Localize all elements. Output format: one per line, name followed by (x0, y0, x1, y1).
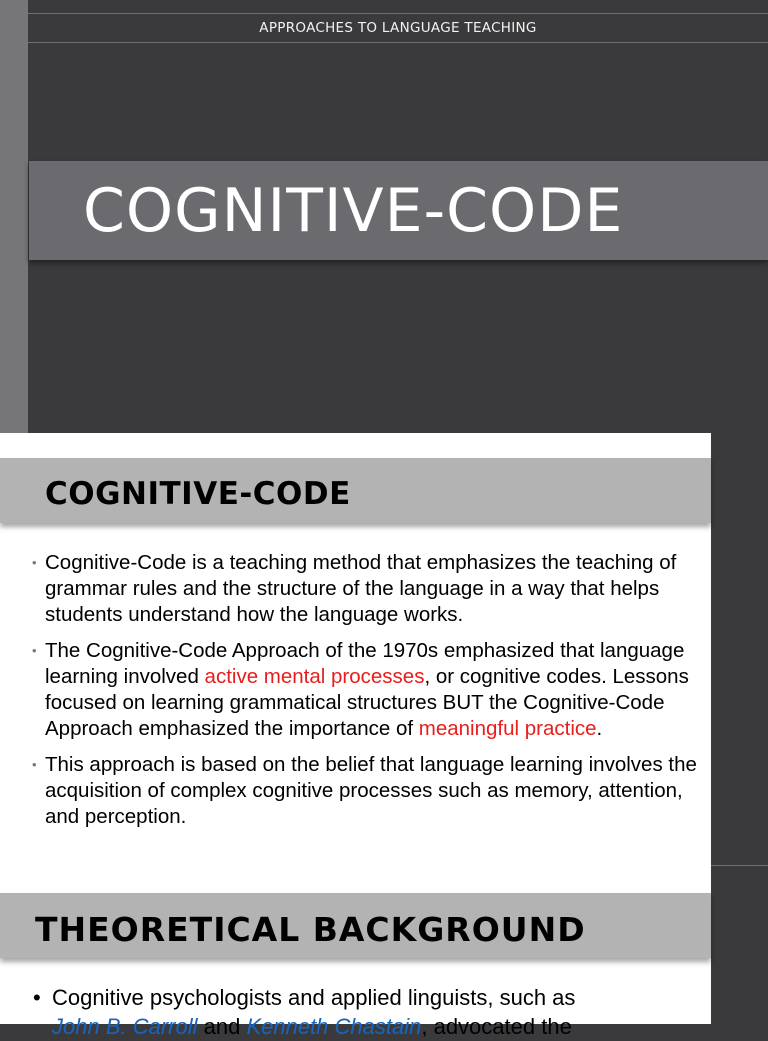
bullet-list-theory (0, 983, 711, 1041)
content-slide (0, 433, 711, 1039)
subtitle-bottom-rule (28, 42, 768, 43)
bullet-dot: • (32, 643, 37, 658)
bullet-item-psychologists (0, 983, 711, 1041)
right-margin-rule (711, 865, 768, 866)
bullet-text: , advocated the (421, 1014, 572, 1039)
highlight-active-mental-processes: active mental processes (204, 665, 425, 688)
link-kenneth-chastain[interactable]: Kenneth Chastain (246, 1014, 422, 1039)
bullet-text: . (596, 717, 603, 740)
slide-title: COGNITIVE-CODE (83, 176, 624, 246)
bullet-dot: • (32, 757, 37, 772)
bullet-text: This approach is based on the belief that language learning involves the acquisition of complex cognitive processes such as memory, attention, and perception. (45, 753, 697, 828)
section-heading-cognitive-code: COGNITIVE-CODE (45, 476, 351, 512)
bullet-list (0, 550, 711, 840)
bullet-item-definition (0, 550, 711, 628)
link-john-carroll[interactable]: John B. Carroll (52, 1014, 198, 1039)
slide-subtitle: APPROACHES TO LANGUAGE TEACHING (259, 20, 537, 36)
bullet-item-1970s (0, 638, 711, 742)
bullet-text: and (197, 1014, 247, 1039)
section-heading-theoretical-background: THEORETICAL BACKGROUND (35, 910, 586, 949)
bullet-text: Cognitive-Code is a teaching method that emphasizes the teaching of grammar rules and the structure of the language in a way that helps students understand how the language works. (45, 551, 677, 626)
left-accent-strip (0, 0, 28, 433)
right-dark-margin (711, 433, 768, 1024)
bullet-text: The Cognitive-Code Approach of the 1970s emphasized that language learning involved (45, 639, 685, 688)
highlight-meaningful-practice: meaningful practice (418, 717, 597, 740)
bullet-item-belief (0, 752, 711, 830)
title-slide (0, 0, 768, 433)
bullet-text: Cognitive psychologists and applied linguists, such as (52, 985, 576, 1010)
bullet-text: , or cognitive codes. Lessons focused on learning grammatical structures BUT the Cognitive-Code Approach emphasized the importance of (45, 665, 689, 740)
bullet-dot: • (33, 985, 41, 1010)
bullet-dot: • (32, 555, 37, 570)
subtitle-top-rule (28, 13, 768, 14)
